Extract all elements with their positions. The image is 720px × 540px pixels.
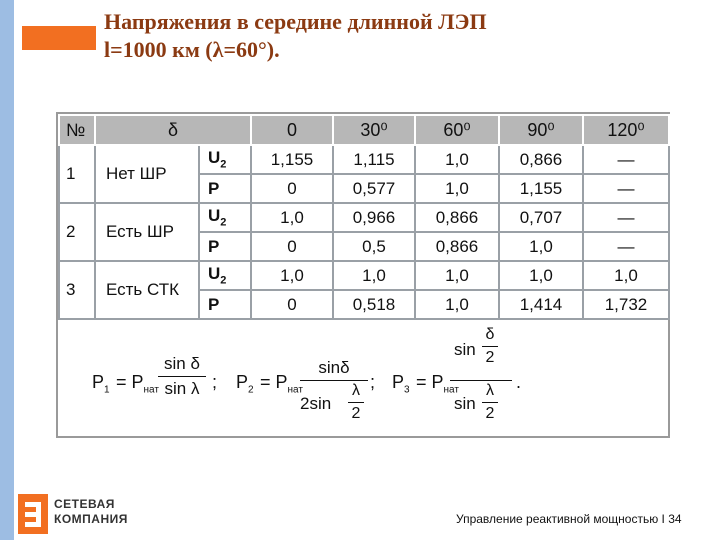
table-cell: 0 bbox=[251, 174, 333, 203]
row-symbol: P bbox=[199, 290, 251, 319]
company-logo bbox=[18, 494, 168, 534]
row-symbol: P bbox=[199, 232, 251, 261]
formula-p3-den-prefix: sin bbox=[454, 394, 476, 413]
formula-p2-den-fraction bbox=[348, 382, 364, 423]
formula-p3-num-prefix: sin bbox=[454, 340, 476, 359]
left-decorative-strip bbox=[0, 0, 14, 540]
table-cell: 1,414 bbox=[499, 290, 583, 319]
table-cell: 1,0 bbox=[499, 261, 583, 290]
table-cell: 0 bbox=[251, 232, 333, 261]
formula-p2-lhs: $P_2$ bbox=[236, 372, 254, 396]
formula-p1-rhs: = $P_{нат}$ bbox=[116, 372, 159, 396]
table-cell: — bbox=[583, 203, 669, 232]
formula-p3-two: 2 bbox=[485, 349, 495, 366]
table-cell: 1,115 bbox=[333, 145, 415, 174]
formula-p2-lambda: λ bbox=[352, 382, 360, 399]
formula-p3-rhs: = $P_{нат}$ bbox=[416, 372, 459, 396]
table-cell: 1,0 bbox=[415, 290, 499, 319]
formula-p2-bar bbox=[300, 380, 368, 381]
table-cell: 1,0 bbox=[415, 174, 499, 203]
table-cell: 1,0 bbox=[499, 232, 583, 261]
table-cell: 0,707 bbox=[499, 203, 583, 232]
table-cell: 1,155 bbox=[499, 174, 583, 203]
table-cell: 0,866 bbox=[415, 232, 499, 261]
footer-caption: Управление реактивной мощностью I 34 bbox=[456, 512, 682, 526]
formula-p1-numerator: sin δ bbox=[164, 354, 200, 373]
formula-p3-bar bbox=[450, 380, 512, 381]
formula-p3-delta: δ bbox=[485, 326, 495, 343]
table-row bbox=[59, 145, 669, 174]
table-cell: 1,0 bbox=[251, 203, 333, 232]
table-cell: 0,866 bbox=[415, 203, 499, 232]
row-number: 2 bbox=[59, 203, 95, 261]
row-label: Есть СТК bbox=[95, 261, 199, 319]
table-cell: 0 bbox=[251, 290, 333, 319]
table-panel bbox=[56, 112, 670, 438]
header-col: 90⁰ bbox=[499, 115, 583, 145]
table-cell: 1,0 bbox=[251, 261, 333, 290]
table-cell: 0,5 bbox=[333, 232, 415, 261]
table-cell: 0,518 bbox=[333, 290, 415, 319]
row-number: 1 bbox=[59, 145, 95, 203]
formula-separator: ; bbox=[370, 372, 376, 392]
table-cell: 1,0 bbox=[415, 145, 499, 174]
logo-line-2: КОМПАНИЯ bbox=[54, 512, 128, 526]
formula-p3-lambda: λ bbox=[486, 382, 494, 399]
row-label: Есть ШР bbox=[95, 203, 199, 261]
header-col: 0 bbox=[251, 115, 333, 145]
table-cell: — bbox=[583, 174, 669, 203]
header-col: 120⁰ bbox=[583, 115, 669, 145]
formula-p1-lhs: $P_1$ bbox=[92, 372, 110, 396]
table-cell: 1,155 bbox=[251, 145, 333, 174]
header-delta: δ bbox=[95, 115, 251, 145]
table-cell: 1,0 bbox=[583, 261, 669, 290]
title-line-2: l=1000 км (λ=60°). bbox=[104, 37, 280, 62]
logo-icon bbox=[18, 494, 48, 534]
table-header-row bbox=[59, 115, 669, 145]
title-accent-bar bbox=[22, 26, 96, 50]
title-line-1: Напряжения в середине длинной ЛЭП bbox=[104, 9, 487, 34]
formula-p3-lhs: $P_3$ bbox=[392, 372, 410, 396]
logo-line-1: СЕТЕВАЯ bbox=[54, 497, 115, 511]
row-label: Нет ШР bbox=[95, 145, 199, 203]
table-cell: 1,732 bbox=[583, 290, 669, 319]
header-col: 60⁰ bbox=[415, 115, 499, 145]
table-cell: 1,0 bbox=[415, 261, 499, 290]
formula-separator: ; bbox=[212, 372, 218, 392]
formula-p2-numerator: sinδ bbox=[318, 358, 350, 377]
formula-end-dot: . bbox=[516, 372, 522, 392]
row-symbol: P bbox=[199, 174, 251, 203]
header-col: 30⁰ bbox=[333, 115, 415, 145]
results-table bbox=[58, 114, 670, 320]
table-body bbox=[59, 145, 669, 319]
row-number: 3 bbox=[59, 261, 95, 319]
table-cell: 1,0 bbox=[333, 261, 415, 290]
table-cell: 0,866 bbox=[499, 145, 583, 174]
table-cell: 0,577 bbox=[333, 174, 415, 203]
formula-p2-two: 2 bbox=[351, 405, 361, 422]
formula-p3-den-fraction bbox=[482, 382, 498, 423]
table-row bbox=[59, 261, 669, 290]
table-cell: 0,966 bbox=[333, 203, 415, 232]
formula-p1-denominator: sin λ bbox=[164, 379, 200, 398]
row-symbol: $U_2$ bbox=[199, 145, 251, 174]
table-row bbox=[59, 203, 669, 232]
formulas-block bbox=[78, 328, 648, 428]
formula-p1-fraction bbox=[158, 354, 206, 399]
logo-text bbox=[54, 497, 128, 527]
row-symbol: $U_2$ bbox=[199, 203, 251, 232]
slide-title bbox=[104, 8, 704, 64]
table-cell: — bbox=[583, 145, 669, 174]
row-symbol: $U_2$ bbox=[199, 261, 251, 290]
header-number: № bbox=[59, 115, 95, 145]
formula-p2-den-prefix: 2sin bbox=[300, 394, 332, 413]
table-cell: — bbox=[583, 232, 669, 261]
formula-p3-two: 2 bbox=[485, 405, 495, 422]
formula-p3-num-fraction bbox=[482, 326, 498, 367]
formula-p2-rhs: = $P_{нат}$ bbox=[260, 372, 303, 396]
